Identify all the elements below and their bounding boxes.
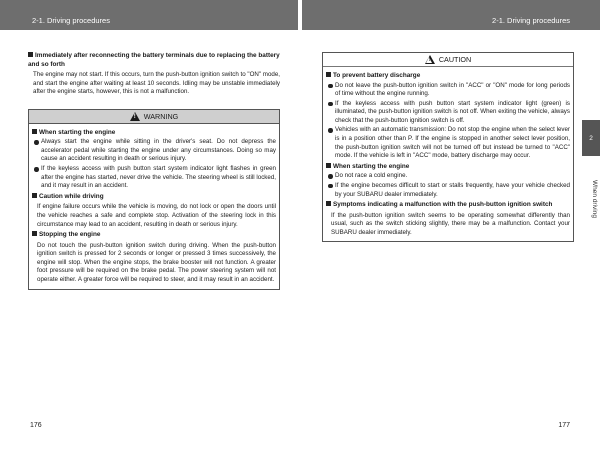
caution-triangle-icon: ! <box>425 55 435 64</box>
warning-s2-heading: Caution while driving <box>32 193 276 202</box>
warning-header <box>29 110 279 124</box>
square-bullet-icon <box>28 52 33 57</box>
warning-s3-text: Do not touch the push-button ignition switch during driving. When the push-button ignition switch is pressed for 2 seconds or longer or pressed 3 times successively, the engine will stop. When the engine stops, the brake booster will not function. A greater foot pressure will be required on the brake pedal. The power steering system will not operate either. A greater force will be required to steer, and it may result in an accident. <box>37 241 276 283</box>
square-bullet-icon <box>32 129 37 134</box>
warning-s1-bullet: Always start the engine while sitting in the driver's seat. Do not depress the accelerator pedal while starting the engine under any circumstances. Doing so may cause an accident resulting in death or serious injury. <box>32 138 276 164</box>
intro-heading: Immediately after reconnecting the battery terminals due to replacing the battery and so forth <box>28 52 280 68</box>
left-page-number: 176 <box>30 422 42 429</box>
square-bullet-icon <box>326 201 331 206</box>
chapter-tab <box>582 120 600 156</box>
warning-triangle-icon: ! <box>130 112 140 121</box>
intro-text: The engine may not start. If this occurs, turn the push-button ignition switch to "ON" mode, and start the engine after waiting at least 10 seconds. Idling may be unstable immediately after the engine starts, however, this is not a malfunction. <box>33 71 280 96</box>
square-bullet-icon <box>32 231 37 236</box>
right-header-title: 2-1. Driving procedures <box>492 16 570 25</box>
caution-s1-bullet: Do not leave the push-button ignition switch in "ACC" or "ON" mode for long periods of time without the engine running. <box>326 82 570 99</box>
left-header-title: 2-1. Driving procedures <box>32 16 110 25</box>
caution-s2-heading: When starting the engine <box>326 163 570 172</box>
caution-body <box>323 67 573 241</box>
chapter-number: 2 <box>589 134 593 142</box>
caution-header <box>323 53 573 67</box>
caution-s1-bullet: If the keyless access with push button start system indicator light (green) is illuminated, the push-button ignition switch is not off. When exiting the vehicle, always check that the push-button ignition switch is off. <box>326 100 570 126</box>
caution-title: CAUTION <box>438 55 472 64</box>
square-bullet-icon <box>326 72 331 77</box>
square-bullet-icon <box>326 163 331 168</box>
warning-title: WARNING <box>143 111 179 121</box>
caution-s1-heading: To prevent battery discharge <box>326 72 570 81</box>
warning-s3-heading: Stopping the engine <box>32 231 276 240</box>
chapter-label: When driving <box>591 180 598 218</box>
caution-s2-bullet: Do not race a cold engine. <box>326 172 570 181</box>
warning-s1-bullet: If the keyless access with push button start system indicator light flashes in green after the engine has started, never drive the vehicle. The steering wheel is still locked, and it may result in an accident. <box>32 165 276 191</box>
warning-body <box>29 124 279 289</box>
left-page <box>28 52 280 290</box>
warning-box <box>28 109 280 290</box>
caution-s2-bullet: If the engine becomes difficult to start or stalls frequently, have your vehicle checked by your SUBARU dealer immediately. <box>326 182 570 199</box>
caution-s3-text: If the push-button ignition switch seems to be operating somewhat differently than usual, such as the switch sticking slightly, there may be a malfunction. Contact your SUBARU dealer immediately. <box>331 211 570 236</box>
caution-s1-bullet: Vehicles with an automatic transmission: Do not stop the engine when the select lever is in a position other than P. If the engine is stopped in another select lever position, the push-button ignition switch will not be turned off but instead be turned to "ACC" mode. If the vehicle is left in "ACC" mode, battery discharge may occur. <box>326 126 570 160</box>
square-bullet-icon <box>32 193 37 198</box>
right-header-bar <box>302 0 600 30</box>
caution-box <box>322 52 574 242</box>
left-header-bar <box>0 0 298 30</box>
right-page-number: 177 <box>558 422 570 429</box>
caution-s3-heading: Symptoms indicating a malfunction with the push-button ignition switch <box>326 201 570 210</box>
right-page <box>322 52 574 242</box>
warning-s2-text: If engine failure occurs while the vehicle is moving, do not lock or open the doors until the vehicle reaches a safe and complete stop. Activation of the steering lock in this circumstance may lead to an accident, resulting in death or serious injury. <box>37 203 276 228</box>
warning-s1-heading: When starting the engine <box>32 129 276 138</box>
